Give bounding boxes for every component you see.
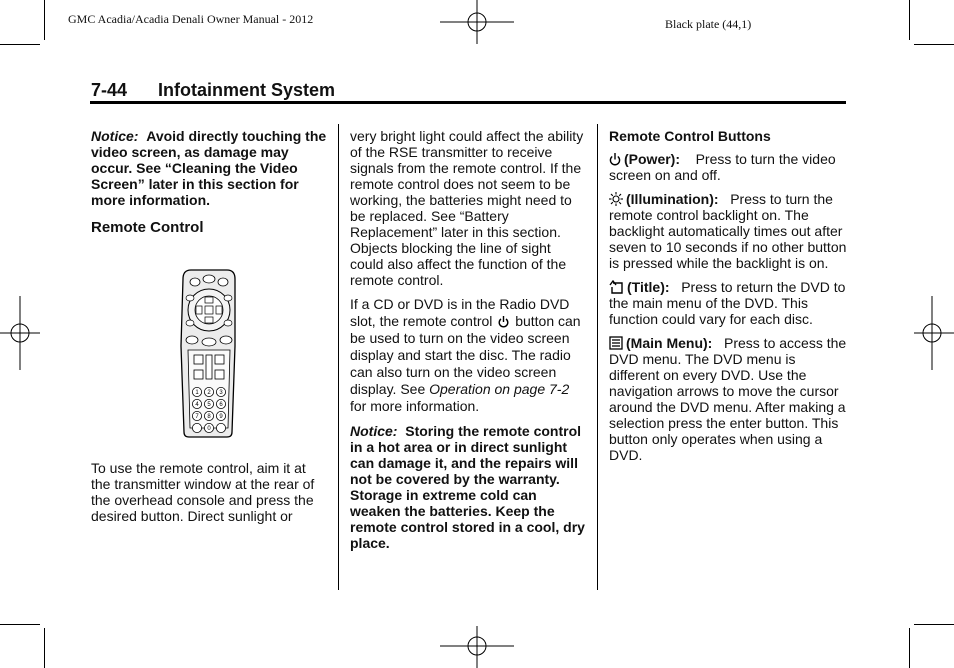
button-text: Press to turn the video screen on and off. — [609, 151, 836, 183]
section-rule — [90, 101, 846, 104]
section-number: 7-44 — [91, 80, 128, 100]
keypad-label: 9 — [219, 414, 223, 421]
notice-label: Notice: — [91, 128, 139, 144]
crop-mark — [914, 44, 954, 45]
button-label: (Power): — [624, 151, 680, 167]
remote-control-heading: Remote Control — [91, 219, 204, 236]
notice-paragraph — [350, 423, 588, 551]
column-divider — [597, 124, 598, 590]
power-icon — [498, 315, 509, 328]
keypad-label: 7 — [195, 414, 199, 421]
button-description — [609, 335, 847, 463]
buttons-heading: Remote Control Buttons — [609, 128, 771, 144]
notice-label: Notice: — [350, 423, 398, 439]
plate-label: Black plate (44,1) — [665, 17, 752, 31]
button-description — [609, 151, 847, 183]
crop-mark — [44, 628, 45, 668]
button-label: (Illumination): — [626, 191, 719, 207]
button-label: (Title): — [627, 279, 670, 295]
keypad-button — [216, 423, 225, 432]
keypad-label: 1 — [195, 390, 199, 397]
button-label: (Main Menu): — [626, 335, 713, 351]
paragraph-text: for more information. — [350, 398, 480, 414]
keypad-label: 8 — [207, 414, 211, 421]
registration-mark-icon — [914, 296, 954, 370]
column-1 — [91, 128, 327, 532]
keypad-label: 5 — [207, 402, 211, 409]
paragraph — [350, 296, 588, 415]
main-menu-icon — [609, 336, 623, 350]
keypad-label: 4 — [195, 402, 199, 409]
manual-title: GMC Acadia/Acadia Denali Owner Manual - 2012 — [68, 12, 314, 26]
column-3 — [609, 128, 847, 471]
keypad-button — [192, 423, 201, 432]
registration-mark-icon — [440, 626, 514, 668]
remote-control-illustration — [91, 246, 327, 442]
column-divider — [338, 124, 339, 590]
power-icon — [609, 152, 621, 166]
remote-usage-paragraph: To use the remote control, aim it at the transmitter window at the rear of the overhead console and press the desired button. Direct sunlight or — [91, 460, 315, 524]
button-text: Press to return the DVD to the main menu of the DVD. This function could vary for each disc. — [609, 279, 846, 327]
illumination-icon — [609, 192, 623, 206]
crop-mark — [44, 0, 45, 40]
keypad-label: 0 — [207, 426, 211, 433]
button-text: Press to turn the remote control backlight on. The backlight automatically times out after seven to 10 seconds if no other button is pressed while the backlight is on. — [609, 191, 847, 271]
paragraph: very bright light could affect the ability of the RSE transmitter to receive signals from the remote control. If the remote control does not seem to be working, the batteries might need to be replaced. See “Battery Replacement” later in this section. Objects blocking the line of sight could also affect the function of the remote control. — [350, 128, 584, 288]
registration-mark-icon — [0, 296, 40, 370]
title-icon — [609, 280, 624, 294]
column-2 — [350, 128, 588, 559]
button-description — [609, 191, 847, 271]
paragraph-text: If a CD or DVD is in the Radio DVD slot, the remote control — [350, 296, 570, 329]
crop-mark — [909, 0, 910, 40]
registration-mark-icon — [440, 0, 514, 44]
notice-text: Storing the remote control in a hot area or in direct sunlight can damage it, and the repairs will not be covered by the warranty. Storage in extreme cold can weaken the batteries. Keep the remote control stored in a cool, dry place. — [350, 423, 585, 551]
crop-mark — [0, 44, 40, 45]
button-text: Press to access the DVD menu. The DVD menu is different on every DVD. Use the navigation arrows to move the cursor around the DVD menu. After making a selection press the enter button. This button only operates when using a DVD. — [609, 335, 847, 463]
keypad-label: 2 — [207, 390, 211, 397]
paragraph-text: button can be used to turn on the video screen display and start the disc. The radio can also turn on the video screen display. See — [350, 313, 581, 397]
keypad-label: 6 — [219, 402, 223, 409]
notice-paragraph — [91, 128, 327, 208]
section-title: Infotainment System — [158, 80, 336, 100]
notice-text: Avoid directly touching the video screen, as damage may occur. See “Cleaning the Video Screen” later in this section for more information. — [91, 128, 327, 208]
crop-mark — [909, 628, 910, 668]
crop-mark — [0, 624, 40, 625]
keypad-label: 3 — [219, 390, 223, 397]
crop-mark — [914, 624, 954, 625]
button-description — [609, 279, 847, 327]
page-reference-link[interactable]: Operation on page 7-2 — [429, 381, 570, 397]
